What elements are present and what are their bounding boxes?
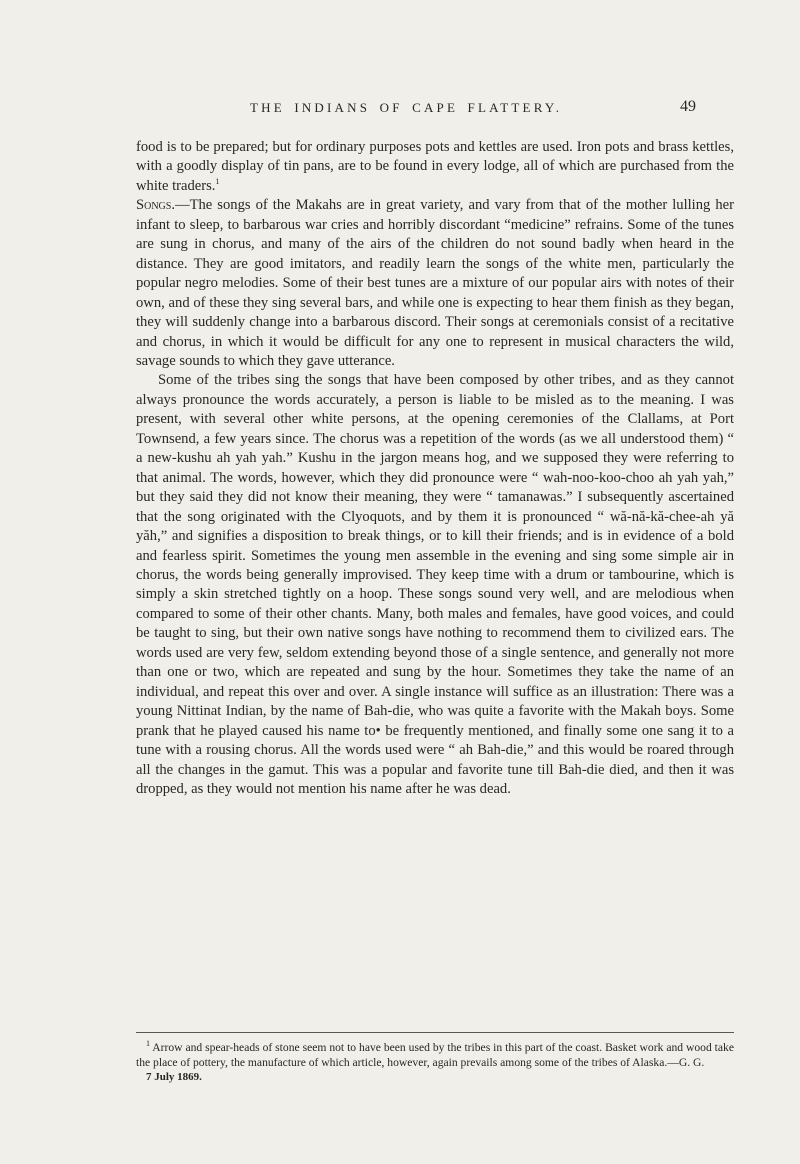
paragraph-songs: [136, 196, 734, 371]
section-heading-songs: Songs.: [136, 197, 175, 214]
running-header: THE INDIANS OF CAPE FLATTERY.: [250, 100, 563, 115]
paragraph-food: [136, 138, 734, 196]
paragraph-songs-text: —The songs of the Makahs are in great variety, and vary from that of the mother lulling her infant to sleep, to barbarous war cries and horribly discordant “medicine” refrains. Some of the tunes are sung in chorus, and many of the airs of the children do not sound badly when heard in the distance. They are good imitators, and readily learn the songs of the white men, particularly the popular negro melodies. Some of their best tunes are a mixture of our popular airs with notes of their own, and of these they sing several bars, and while one is expecting to hear them finish as they began, they will suddenly change into a barbarous discord. Their songs at ceremonials consist of a recitative and chorus, in which it would be difficult for any one to represent in musical characters the wild, savage sounds to which they gave utterance.: [136, 197, 734, 369]
footnote-text-block: [136, 1040, 734, 1070]
footnote: [136, 1040, 734, 1084]
footnote-reference: 1: [215, 177, 220, 187]
footnote-divider: [136, 1032, 734, 1033]
footnote-marker: 1: [146, 1039, 150, 1049]
body-text: [136, 138, 734, 799]
handwritten-annotation: 7 July 1869.: [146, 1071, 202, 1084]
paragraph-tribes: Some of the tribes sing the songs that have been composed by other tribes, and as they cannot always pronounce the words accurately, a person is liable to be misled as to the meaning. I was present, with several other white persons, at the opening ceremonies of the Clallams, at Port Townsend, a few years since. The chorus was a repetition of the words (as we all understood them) “ a new-kushu ah yah yah.” Kushu in the jargon means hog, and we supposed they were referring to that animal. The words, however, which they did pronounce were “ wah-noo-koo-choo ah yah yah,” but they said they did not know their meaning, they were “ tamanawas.” I subsequently ascertained that the song originated with the Clyoquots, and by them it is pronounced “ wă-nă-kă-chee-ah yă yăh,” and signifies a disposition to break things, or to kill their friends; and is in evidence of a bold and fearless spirit. Sometimes the young men assemble in the evening and sing some simple air in chorus, the words being generally improvised. They keep time with a drum or tambourine, which is simply a skin stretched tightly on a hoop. These songs sound very well, and are melodious when compared to some of their other chants. Many, both males and females, have good voices, and could be taught to sing, but their own native songs have nothing to recommend them to civilized ears. The words used are very few, seldom extending beyond those of a single sentence, and generally not more than one or two, which are repeated and sung by the hour. Sometimes they take the name of an individual, and repeat this over and over. A single instance will suffice as an illustration: There was a young Nittinat Indian, by the name of Bah-die, who was quite a favorite with the Makah boys. Some prank that he played caused his name to• be frequently mentioned, and finally some one sang it to a tune with a rousing chorus. All the words used were “ ah Bah-die,” and this would be roared through all the changes in the gamut. This was a popular and favorite tune till Bah-die died, and then it was dropped, as they would not mention his name after he was dead.: [136, 372, 734, 797]
page-number: 49: [680, 98, 696, 115]
footnote-text: Arrow and spear-heads of stone seem not to have been used by the tribes in this part of the coast. Basket work and wood take the place of pottery, the manufacture of which article, however, again prevails among some of the tribes of Alaska.—G. G.: [136, 1041, 734, 1070]
paragraph-food-text: food is to be prepared; but for ordinary purposes pots and kettles are used. Iron pots and brass kettles, with a goodly display of tin pans, are to be found in every lodge, all of which are purchased from the white traders.: [136, 139, 734, 194]
